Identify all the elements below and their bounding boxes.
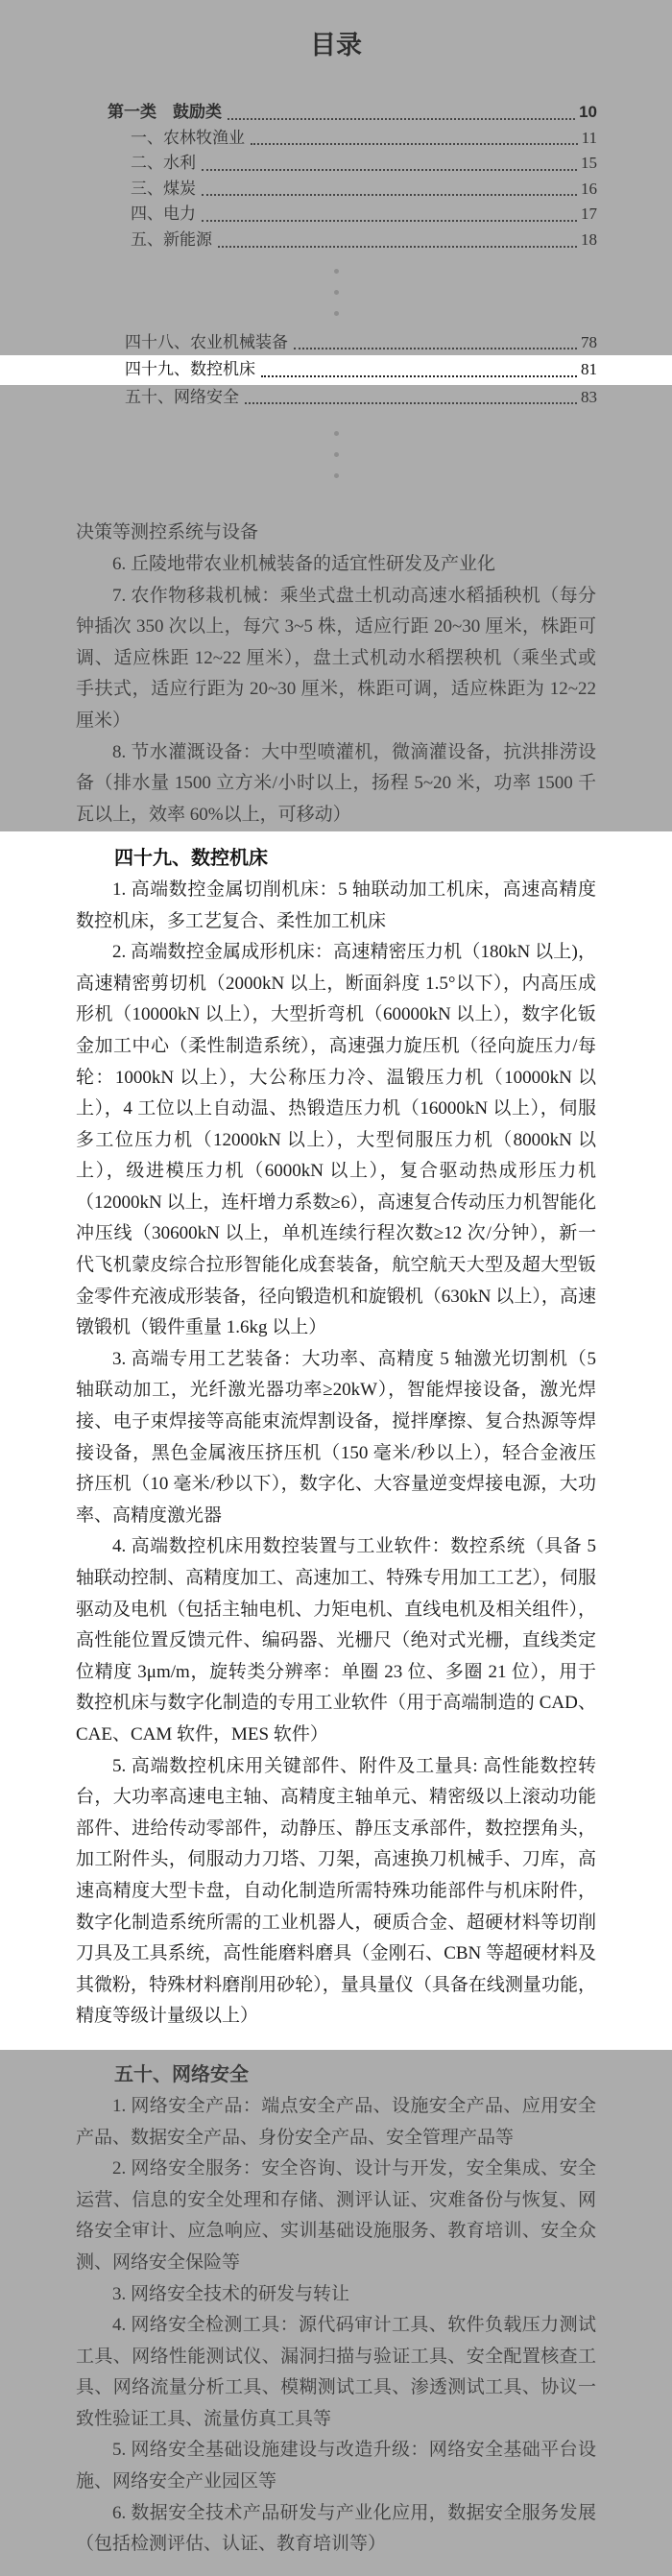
toc-entry-category-1[interactable]: [0, 100, 672, 126]
toc-dot-leader: [245, 402, 577, 404]
catalog-item-1: 1. 网络安全产品：端点安全产品、设施安全产品、应用安全产品、数据安全产品、身份安全产品、安全管理产品等: [76, 2095, 596, 2148]
toc-dot-leader: [202, 220, 577, 222]
highlighted-section-cnc-machine: [0, 831, 672, 2050]
toc-entry-label: 一、农林牧渔业: [131, 128, 245, 147]
toc-entry-label: 第一类 鼓励类: [108, 103, 222, 121]
toc-title: 目录: [310, 31, 362, 60]
toc-entry-page: 11: [581, 128, 597, 147]
catalog-item-3: 3. 网络安全技术的研发与转让: [112, 2283, 350, 2304]
toc-entry-cnc-machine-highlighted[interactable]: [0, 355, 672, 385]
catalog-item-6: 6. 丘陵地带农业机械装备的适宜性研发及产业化: [112, 553, 496, 574]
catalog-item-3: 3. 高端专用工艺装备：大功率、高精度 5 轴激光切割机（5 轴联动加工，光纤激光器功率≥20kW），智能焊接设备，激光焊接、电子束焊接等高能束流焊割设备，搅拌摩擦、复合热源等焊接设备，黑色金属液压挤压机（150 毫米/秒以上），轻合金液压挤压机（10 毫米/秒以下），数字化、大容量逆变焊接电源，大功率、高精度激光器: [76, 1348, 596, 1526]
catalog-item-4: 4. 高端数控机床用数控装置与工业软件：数控系统（具备 5 轴联动控制、高精度加工、高速加工、特殊专用加工工艺），伺服驱动及电机（包括主轴电机、力矩电机、直线电机及相关组件），高性能位置反馈元件、编码器、光栅尺（绝对式光栅，直线类定位精度 3μm/m，旋转类分辨率：单圈 23 位、多圈 21 位），用于数控机床与数字化制造的专用工业软件（用于高端制造的 CAD、CAE、CAM 软件，MES 软件）: [76, 1536, 596, 1745]
catalog-item-2: 2. 网络安全服务：安全咨询、设计与开发，安全集成、安全运营、信息的安全处理和存储、测评认证、灾难备份与恢复、网络安全审计、应急响应、实训基础设施服务、教育培训、安全众测、网络安全保险等: [76, 2158, 596, 2273]
toc-entry-page: 10: [579, 103, 597, 121]
toc-entry-power[interactable]: [0, 202, 672, 228]
catalog-item-6: 6. 数据安全技术产品研发与产业化应用，数据安全服务发展（包括检测评估、认证、教育培训等）: [76, 2502, 596, 2555]
catalog-item-5: 5. 高端数控机床用关键部件、附件及工量具: 高性能数控转台，大功率高速电主轴、高精度主轴单元、精密级以上滚动功能部件、进给传动零部件，动静压、静压支承部件，数控摆角头，加工附件头，伺服动力刀塔、刀架，高速换刀机械手、刀库，高速高精度大型卡盘，自动化制造所需特殊功能部件与机床附件，数字化制造系统所需的工业机器人，硬质合金、超硬材料等切削刀具及工具系统，高性能磨料磨具（金刚石、CBN 等超硬材料及其微粉，特殊材料磨削用砂轮），量具量仪（具备在线测量功能，精度等级计量级以上）: [76, 1755, 596, 2027]
toc-dot-leader: [294, 348, 577, 349]
toc-dot-leader: [202, 194, 577, 196]
toc-entry-label: 四、电力: [131, 205, 196, 224]
toc-entry-label: 四十九、数控机床: [125, 360, 255, 379]
toc-entry-label: 五、新能源: [131, 229, 212, 249]
toc-entry-page: 15: [581, 154, 597, 173]
toc-dot-leader: [228, 118, 575, 120]
ellipsis-dot: [334, 290, 339, 295]
ellipsis-dot: [334, 452, 339, 457]
ellipsis-dot: [334, 473, 339, 478]
toc-entry-new-energy[interactable]: [0, 228, 672, 253]
toc-entry-label: 三、煤炭: [131, 179, 196, 198]
toc-entry-agriculture[interactable]: [0, 126, 672, 152]
ellipsis-dot: [334, 431, 339, 436]
table-of-contents: [0, 100, 672, 486]
toc-entry-water[interactable]: [0, 151, 672, 177]
catalog-item-2: 2. 高端数控金属成形机床：高速精密压力机（180kN 以上)，高速精密剪切机（2000kN 以上，断面斜度 1.5°以下），内高压成形机（10000kN 以上），大型折弯机（60000kN 以上），数字化钣金加工中心（柔性制造系统），高速强力旋压机（径向旋压力/每轮：1000kN 以上），大公称压力冷、温锻压力机（10000kN 以上），4 工位以上自动温、热锻造压力机（16000kN 以上），伺服多工位压力机（12000kN 以上），大型伺服压力机（8000kN 以上），级进模压力机（6000kN 以上），复合驱动热成形压力机（12000kN 以上，连杆增力系数≥6），高速复合传动压力机智能化冲压线（30600kN 以上，单机连续行程次数≥12 次/分钟），新一代飞机蒙皮综合拉形智能化成套装备，航空航天大型及超大型钣金零件充液成形装备，径向锻造机和旋锻机（630kN 以上），高速镦锻机（锻件重量 1.6kg 以上）: [76, 942, 596, 1338]
toc-entry-page: 78: [581, 332, 597, 351]
toc-dot-leader: [261, 375, 577, 377]
toc-entry-page: 81: [581, 360, 597, 379]
paragraph-continuation: 决策等测控系统与设备: [76, 522, 259, 543]
toc-ellipsis-dots: [0, 422, 672, 486]
toc-ellipsis-dots: [0, 261, 672, 325]
toc-entry-label: 二、水利: [131, 154, 196, 173]
toc-dot-leader: [218, 246, 577, 248]
toc-entry-label: 五十、网络安全: [125, 387, 239, 406]
dimmed-section-network-security: [0, 2050, 672, 2561]
section-heading-49: 四十九、数控机床: [114, 848, 268, 870]
catalog-item-5: 5. 网络安全基础设施建设与改造升级：网络安全基础平台设施、网络安全产业园区等: [76, 2440, 596, 2492]
toc-entry-network-security[interactable]: [0, 385, 672, 411]
toc-entry-label: 四十八、农业机械装备: [125, 332, 288, 351]
catalog-item-7: 7. 农作物移栽机械：乘坐式盘土机动高速水稻插秧机（每分钟插次 350 次以上，每穴 3~5 株，适应行距 20~30 厘米，株距可调、适应株距 12~22 厘米），盘土式机动水稻摆秧机（乘坐式或手扶式，适应行距为 20~30 厘米，株距可调，适应株距为 12~22 厘米）: [76, 585, 596, 731]
ellipsis-dot: [334, 269, 339, 274]
toc-entry-page: 18: [581, 229, 597, 249]
catalog-item-1: 1. 高端数控金属切削机床：5 轴联动加工机床，高速高精度数控机床，多工艺复合、柔性加工机床: [76, 879, 596, 931]
section-heading-50: 五十、网络安全: [114, 2064, 249, 2086]
toc-dot-leader: [251, 143, 578, 145]
toc-entry-page: 17: [581, 205, 597, 224]
toc-entry-page: 16: [581, 179, 597, 198]
toc-dot-leader: [202, 169, 577, 171]
dimmed-content-agri-machinery: [0, 518, 672, 831]
ellipsis-dot: [334, 311, 339, 316]
toc-entry-coal[interactable]: [0, 177, 672, 203]
toc-entry-page: 83: [581, 387, 597, 406]
toc-entry-agri-machinery[interactable]: [0, 330, 672, 356]
catalog-item-8: 8. 节水灌溉设备：大中型喷灌机，微滴灌设备，抗洪排涝设备（排水量 1500 立方米/小时以上，扬程 5~20 米，功率 1500 千瓦以上，效率 60%以上，可移动）: [76, 741, 596, 825]
catalog-item-4: 4. 网络安全检测工具：源代码审计工具、软件负载压力测试工具、网络性能测试仪、漏洞扫描与验证工具、安全配置核查工具、网络流量分析工具、模糊测试工具、渗透测试工具、协议一致性验证工具、流量仿真工具等: [76, 2315, 596, 2429]
